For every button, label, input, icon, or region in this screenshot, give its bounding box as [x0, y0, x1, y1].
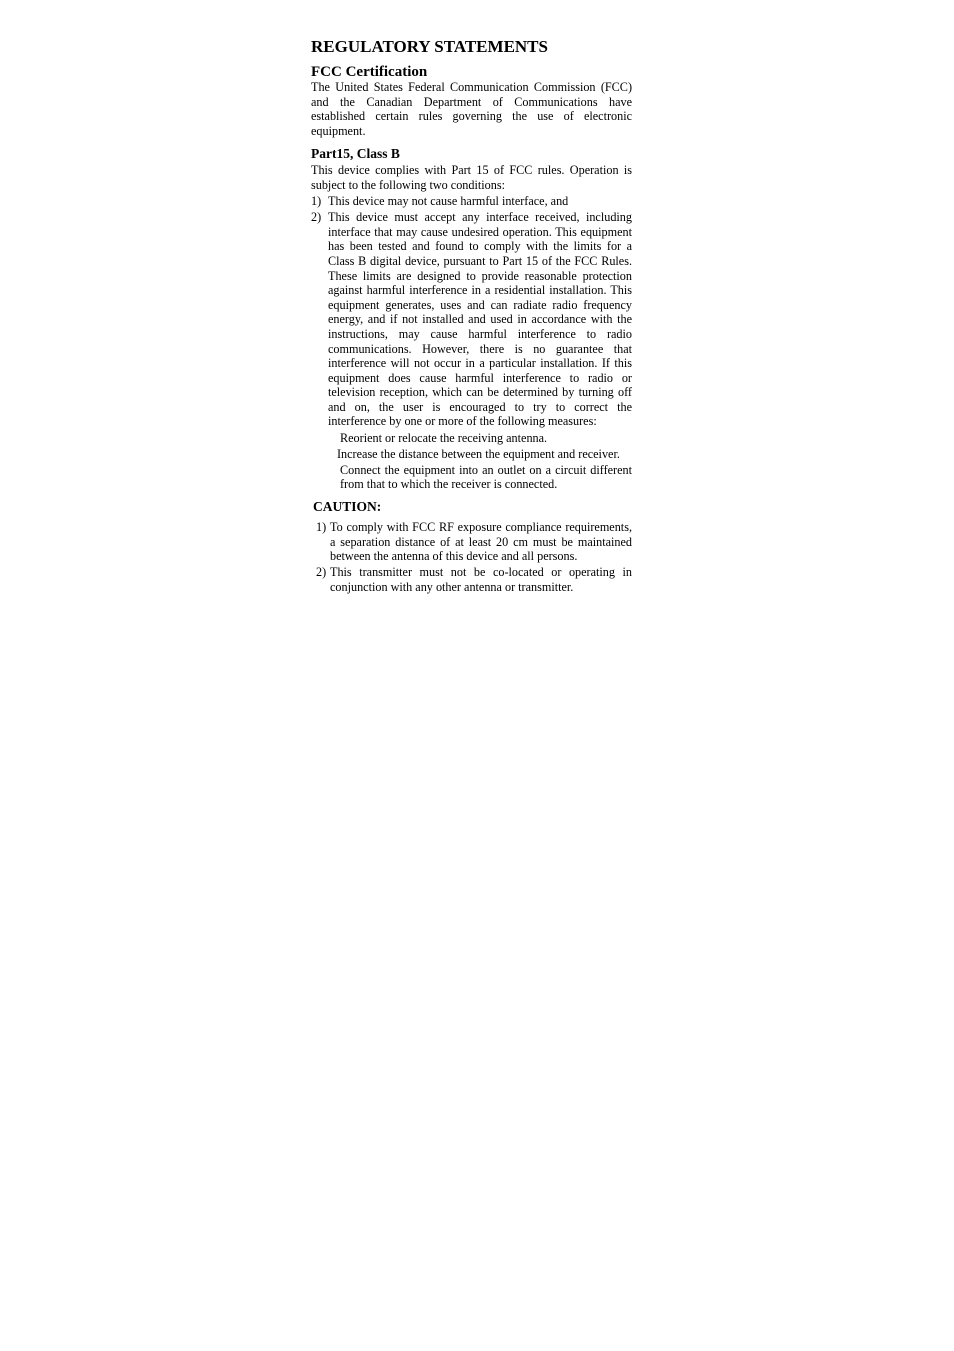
condition-text: This device must accept any interface received, including interface that may cause undesired operation. This equipment has been tested and found to comply with the limits for a Class B digital device, pursuant to Part 15 of the FCC Rules. These limits are designed to provide reasonable protection against harmful interference in a residential installation. This equipment generates, uses and can radiate radio frequency energy, and if not installed and used in accordance with the instructions, may cause harmful interference to radio communications. However, there is no guarantee that interference will not occur in a particular installation. If this equipment does cause harmful interference to radio or television reception, which can be determined by turning off and on, the user is encouraged to try to correct the interference by one or more of the following measures:: [328, 210, 632, 429]
measure-item-2: [311, 447, 632, 462]
condition-text: This device may not cause harmful interface, and: [328, 194, 569, 209]
part15-heading: Part15, Class B: [311, 146, 400, 162]
part15-intro: This device complies with Part 15 of FCC rules. Operation is subject to the following two conditions:: [311, 163, 632, 192]
caution-item-2: [311, 565, 632, 594]
document-page: [311, 36, 632, 594]
measure-text: Increase the distance between the equipment and receiver.: [337, 446, 620, 461]
page-title: REGULATORY STATEMENTS: [311, 37, 548, 56]
fcc-heading: FCC Certification: [311, 64, 428, 80]
caution-number: 2): [316, 565, 327, 580]
caution-number: 1): [316, 519, 327, 534]
measure-item-3: Connect the equipment into an outlet on a circuit different from that to which the receiver is connected.: [340, 462, 632, 492]
condition-number: 1): [311, 194, 322, 209]
fcc-intro: The United States Federal Communication Commission (FCC) and the Canadian Department of Communications have established certain rules governing the use of electronic equipment.: [311, 80, 632, 138]
caution-text: This transmitter must not be co-located or operating in conjunction with any other antenna or transmitter.: [330, 565, 632, 594]
caution-text: To comply with FCC RF exposure compliance requirements, a separation distance of at least 20 cm must be maintained between the antenna of this device and all persons.: [330, 519, 632, 564]
condition-item-1: [311, 194, 632, 209]
measure-item-1: Reorient or relocate the receiving antenna.: [340, 430, 548, 445]
caution-heading: CAUTION:: [313, 498, 382, 514]
condition-item-2: [311, 210, 632, 429]
condition-number: 2): [311, 210, 322, 225]
caution-item-1: [311, 520, 632, 564]
